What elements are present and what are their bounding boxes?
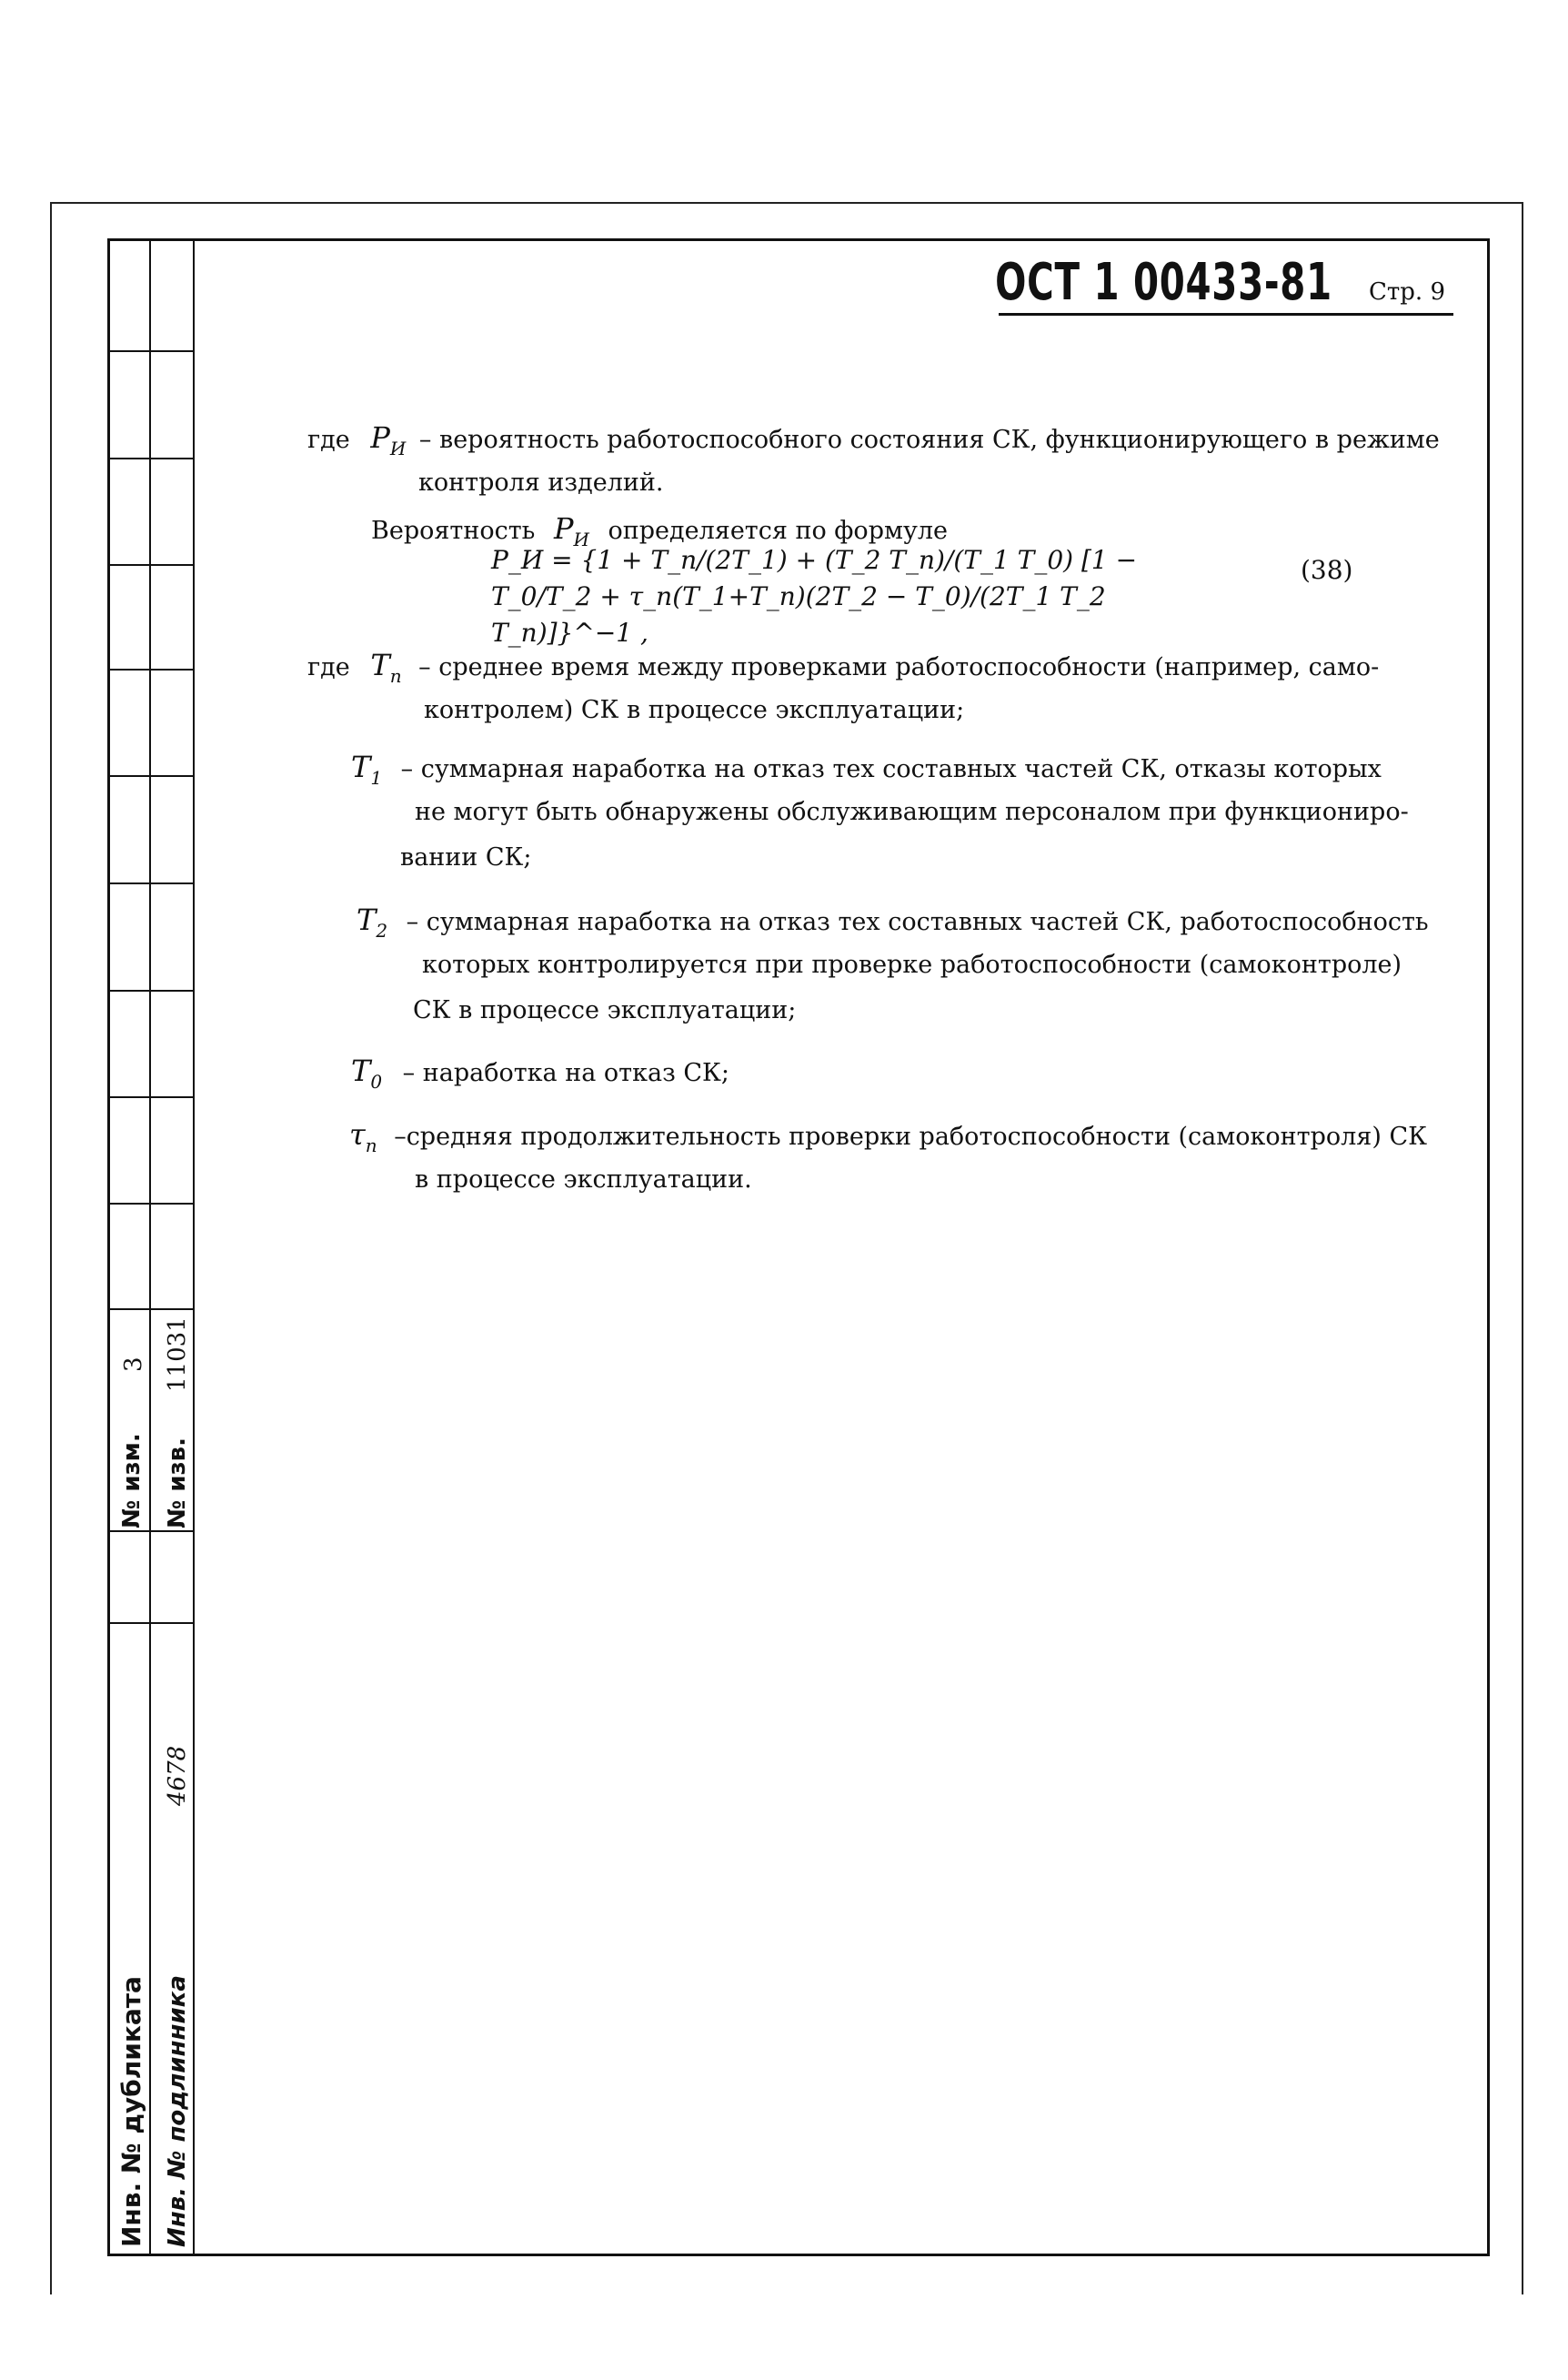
side-strip-row-line (107, 1203, 195, 1205)
side-strip-row-line (107, 1308, 195, 1310)
page-label: Стр. 9 (1369, 278, 1445, 306)
body-line: СК в процессе эксплуатации; (413, 996, 797, 1024)
standard-number: ОСТ 1 00433-81 (995, 253, 1332, 312)
header-rule (999, 313, 1453, 316)
side-strip-row-line (107, 350, 195, 352)
side-strip-row-line (107, 1096, 195, 1098)
body-line: вании СК; (400, 843, 532, 872)
body-line: контролем) СК в процессе эксплуатации; (424, 696, 965, 724)
formula-text: P_И = {1 + T_п/(2T_1) + (T_2 T_п)/(T_1 T_0) [1 − T_0/T_2 + τ_п(T_1+T_п)(2T_2 − T_0)/(2T_1 T_2 T_п)]}^−1 , (491, 545, 1138, 648)
definition-t0: $T_0$ – наработка на отказ СК; (351, 1054, 730, 1093)
podl-value: 4678 (164, 1745, 191, 1806)
outer-frame-right (1522, 202, 1523, 2294)
side-strip-row-line (107, 990, 195, 992)
definition-t1: $T_1$ – суммарная наработка на отказ тех составных частей СК, отказы которых (351, 750, 1382, 789)
doc-header (864, 253, 1445, 312)
side-strip-row-line (107, 564, 195, 566)
dubl-label: Инв. № дубликата (116, 1976, 146, 2247)
side-strip-row-line (107, 669, 195, 671)
izv-value: 11031 (164, 1316, 191, 1392)
body-line: где $P_И$ – вероятность работоспособного состояния СК, функционирующего в режиме (307, 420, 1440, 459)
podl-label: Инв. № подлинника (164, 1975, 191, 2247)
side-strip-divider (193, 238, 195, 2256)
side-strip-row-line (107, 1530, 195, 1532)
equation-number: (38) (1301, 555, 1353, 585)
izv-label: № изв. (164, 1437, 191, 1528)
side-strip-divider (149, 238, 151, 2256)
definition-t2: $T_2$ – суммарная наработка на отказ тех составных частей СК, работоспособность (357, 903, 1429, 942)
body-line: Вероятность $P_И$ определяется по формуле (371, 511, 948, 550)
side-strip-row-line (107, 775, 195, 777)
formula (491, 520, 1146, 648)
definition-tp: где $T_п$ – среднее время между проверками работоспособности (например, само- (307, 648, 1380, 687)
body-line: не могут быть обнаружены обслуживающим персоналом при функциониро- (415, 798, 1409, 826)
body-line: в процессе эксплуатации. (415, 1165, 752, 1194)
izm-label: № изм. (118, 1433, 146, 1528)
side-strip-row-line (107, 1622, 195, 1624)
side-strip-row-line (107, 882, 195, 884)
izm-value: 3 (120, 1356, 147, 1372)
definition-tau: $\tau_п$ –средняя продолжительность проверки работоспособности (самоконтроля) СК (349, 1117, 1427, 1156)
body-line: контроля изделий. (418, 469, 664, 497)
side-strip-row-line (107, 458, 195, 459)
outer-frame-left (50, 202, 52, 2294)
body-line: которых контролируется при проверке работоспособности (самоконтроле) (422, 951, 1402, 979)
outer-frame-top (50, 202, 1523, 204)
